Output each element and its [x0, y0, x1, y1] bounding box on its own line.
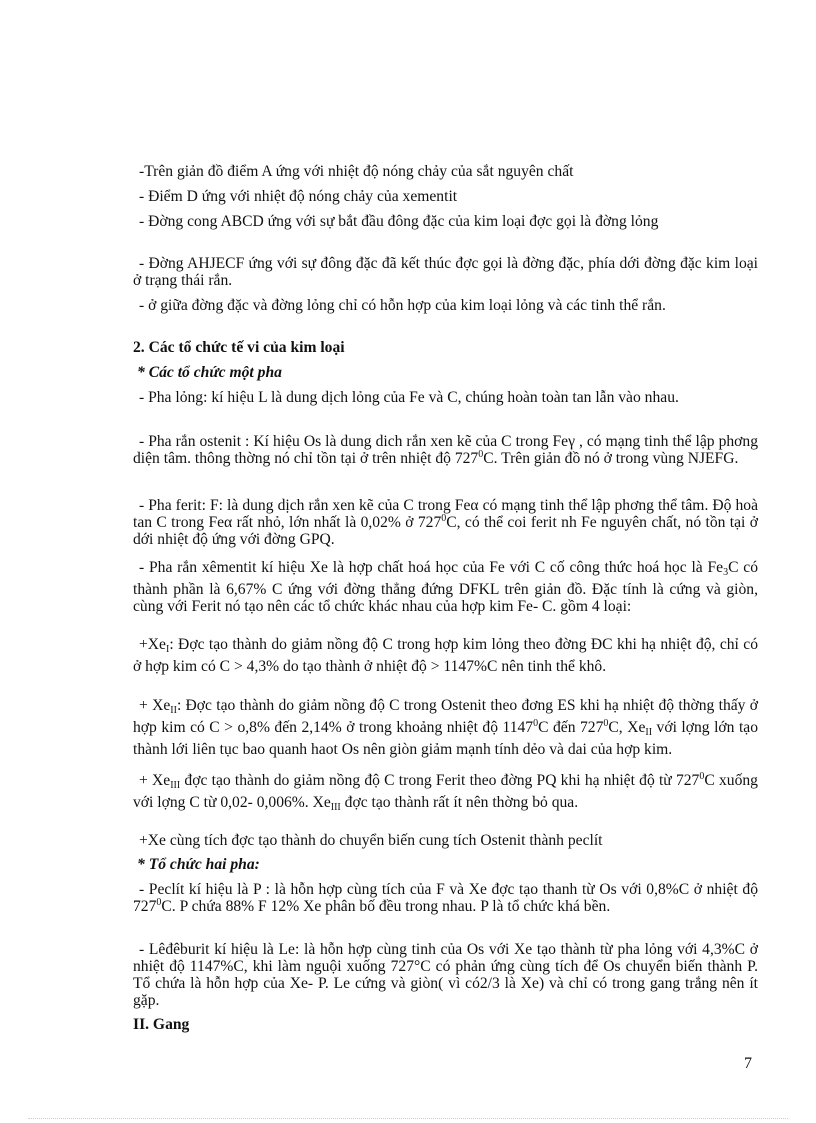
- footer-divider: [28, 1118, 788, 1120]
- paragraph-liquidus: - Đờng cong ABCD ứng với sự bắt đầu đông đặc của kim loại đợc gọi là đờng lỏng: [139, 213, 659, 230]
- paragraph-point-d: - Điểm D ứng với nhiệt độ nóng chảy của xementit: [139, 188, 458, 205]
- paragraph-cementite: - Pha rắn xêmentit kí hiệu Xe là hợp chất hoá học của Fe với C cố công thức hoá học là $Fe_3C$ có thành phần là 6,67% C ứng với đờng thẳng đứng DFKL trên giản đồ. Đặc tính là cứng và giòn, cùng với Ferit nó tạo nên các tổ chức khác nhau của hợp kim Fe- C. gồm 4 loại:: [133, 559, 758, 615]
- paragraph-ledeburite: - Lêđêburit kí hiệu là Le: là hỗn hợp cùng tinh của Os với Xe tạo thành từ pha lỏng với 4,3%C ở nhiệt độ 1147%C, khi làm nguội xuống 727°C có phản ứng cùng tích để Os chuyển biến thành P. Tổ chứa là hỗn hợp của Xe- P. Le cứng và giòn( vì có2/3 là Xe) và chỉ có trong gang trắng nên ít gặp.: [133, 941, 758, 1009]
- paragraph-austenite: - Pha rắn ostenit : Kí hiệu Os là dung dich rắn xen kẽ của C trong Feγ , có mạng tinh thể lập phơng diện tâm. thông thờng nó chỉ tồn tại ở trên nhiệt độ $727^0C$. Trên giản đồ nó ở trong vùng NJEFG.: [133, 433, 758, 467]
- paragraph-solidus: - Đờng AHJECF ứng với sự đông đặc đã kết thúc đợc gọi là đờng đặc, phía dới đờng đặc kim loại ở trạng thái rắn.: [133, 255, 758, 289]
- paragraph-xe-ii: + $Xe_{II}$: Đợc tạo thành do giảm nồng độ C trong Ostenit theo đơng ES khi hạ nhiệt độ thờng thấy ở hợp kim có C > o,8% đến 2,14% ở trong khoảng nhiệt độ 1147$^0$C đến $727^0C$, $Xe_{II}$ với lợng lớn tạo thành lới liên tục bao quanh haot Os nên giòn giảm mạnh tính dẻo và dai của hợp kim.: [133, 697, 758, 758]
- paragraph-point-a: -Trên giản đồ điểm A ứng với nhiệt độ nóng chảy của sắt nguyên chất: [139, 163, 574, 180]
- paragraph-pearlite: - Peclít kí hiệu là P : là hỗn hợp cùng tích của F và Xe đợc tạo thanh từ Os với 0,8%C ở nhiệt độ $727^0C$. P chứa 88% F 12% Xe phân bố đều trong nhau. P là tổ chức khá bền.: [133, 881, 758, 915]
- page-number: 7: [744, 1055, 752, 1072]
- section-heading-microstructures: 2. Các tổ chức tế vi của kim loại: [133, 339, 345, 356]
- paragraph-xe-iii: + $Xe_{III}$ đợc tạo thành do giảm nồng độ C trong Ferit theo đờng PQ khi hạ nhiệt độ từ $727^0C$ xuống với lợng C từ 0,02- 0,006%. $Xe_{III}$ đợc tạo thành rất ít nên thờng bỏ qua.: [133, 771, 758, 813]
- paragraph-xe-i: $+Xe_I$: Đợc tạo thành do giảm nồng độ C trong hợp kim lỏng theo đờng ĐC khi hạ nhiệt độ, chỉ có ở hợp kim có C > 4,3% do tạo thành ở nhiệt độ > 1147%C nên tinh thể khô.: [133, 636, 758, 675]
- section-heading-cast-iron: II. Gang: [133, 1016, 190, 1033]
- paragraph-liquid-phase: - Pha lỏng: kí hiệu L là dung dịch lỏng của Fe và C, chúng hoàn toàn tan lẫn vào nhau.: [139, 389, 679, 406]
- paragraph-xe-eutectoid: +Xe cùng tích đợc tạo thành do chuyển biến cung tích Ostenit thành peclít: [139, 832, 603, 849]
- subheading-two-phase: * Tổ chức hai pha:: [137, 856, 260, 873]
- paragraph-ferrite: - Pha ferit: F: là dung dịch rắn xen kẽ của C trong Feα có mạng tinh thể lập phơng thể tâm. Độ hoà tan C trong Feα rất nhỏ, lớn nhất là 0,02% ở $727^0C$, có thể coi ferit nh Fe nguyên chất, nó tồn tại ở dới nhiệt độ ứng với đờng GPQ.: [133, 497, 758, 548]
- paragraph-two-phase-region: - ở giữa đờng đặc và đờng lỏng chỉ có hỗn hợp của kim loại lỏng và các tinh thể rắn.: [139, 297, 666, 314]
- subheading-single-phase: * Các tổ chức một pha: [137, 364, 282, 381]
